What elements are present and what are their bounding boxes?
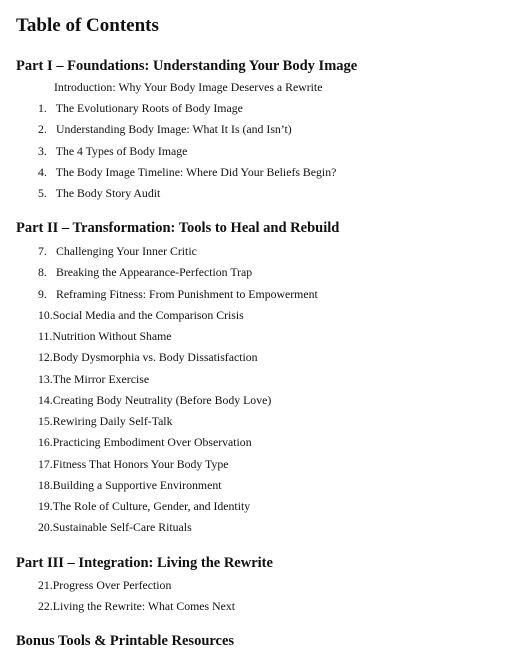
entry-title: Living the Rewrite: What Comes Next xyxy=(52,599,236,613)
entry-title: Understanding Body Image: What It Is (and Isn’t) xyxy=(55,122,292,136)
entry-title: The 4 Types of Body Image xyxy=(55,144,188,158)
toc-entry[interactable] xyxy=(38,456,228,473)
toc-entry[interactable] xyxy=(38,349,258,366)
toc-entry[interactable] xyxy=(38,519,192,536)
entry-title: Nutrition Without Shame xyxy=(52,329,172,343)
toc-entry[interactable] xyxy=(38,577,171,594)
entry-title: Body Dysmorphia vs. Body Dissatisfaction xyxy=(52,350,258,364)
toc-entry[interactable] xyxy=(38,498,250,515)
toc-entry[interactable] xyxy=(38,598,235,615)
toc-entry[interactable] xyxy=(38,477,222,494)
entry-title: The Role of Culture, Gender, and Identity xyxy=(52,499,251,513)
entry-title: The Body Image Timeline: Where Did Your Beliefs Begin? xyxy=(55,165,337,179)
entry-number: 7. xyxy=(38,244,47,258)
entry-title: Practicing Embodiment Over Observation xyxy=(52,435,252,449)
toc-entry[interactable] xyxy=(38,121,292,138)
toc-entry[interactable] xyxy=(38,100,243,117)
entry-number: 4. xyxy=(38,165,47,179)
entry-number: 19. xyxy=(38,499,53,513)
entry-title: The Mirror Exercise xyxy=(52,372,150,386)
toc-entry[interactable] xyxy=(38,434,252,451)
entry-title: Rewiring Daily Self-Talk xyxy=(52,414,173,428)
entry-number: 20. xyxy=(38,520,53,534)
toc-entry[interactable] xyxy=(38,328,172,345)
part-heading: Bonus Tools & Printable Resources xyxy=(16,633,235,649)
entry-number: 16. xyxy=(38,435,53,449)
toc-entry[interactable] xyxy=(38,413,173,430)
toc-entry[interactable] xyxy=(38,307,244,324)
entry-title: Fitness That Honors Your Body Type xyxy=(52,457,229,471)
entry-number: 13. xyxy=(38,372,53,386)
entry-title: Challenging Your Inner Critic xyxy=(55,244,197,258)
part-heading: Part II – Transformation: Tools to Heal and Rebuild xyxy=(16,220,340,236)
toc-entry[interactable] xyxy=(38,392,271,409)
entry-title: Creating Body Neutrality (Before Body Love) xyxy=(52,393,272,407)
entry-number: 10. xyxy=(38,308,53,322)
entry-number: 21. xyxy=(38,578,53,592)
entry-title: Introduction: Why Your Body Image Deserves a Rewrite xyxy=(54,80,323,94)
toc-entry-introduction[interactable] xyxy=(54,79,322,96)
entry-number: 17. xyxy=(38,457,53,471)
entry-title: The Evolutionary Roots of Body Image xyxy=(55,101,243,115)
page-title: Table of Contents xyxy=(16,15,159,36)
entry-title: Breaking the Appearance-Perfection Trap xyxy=(55,265,253,279)
entry-number: 22. xyxy=(38,599,53,613)
toc-entry[interactable] xyxy=(38,143,187,160)
entry-title: Sustainable Self-Care Rituals xyxy=(52,520,192,534)
toc-entry[interactable] xyxy=(38,164,336,181)
toc-entry[interactable] xyxy=(38,185,160,202)
entry-title: Progress Over Perfection xyxy=(52,578,172,592)
toc-entry[interactable] xyxy=(38,264,252,281)
entry-title: Reframing Fitness: From Punishment to Empowerment xyxy=(55,287,318,301)
entry-number: 5. xyxy=(38,186,47,200)
part-heading: Part I – Foundations: Understanding Your Body Image xyxy=(16,58,358,74)
entry-number: 2. xyxy=(38,122,47,136)
toc-entry[interactable] xyxy=(38,243,197,260)
entry-title: The Body Story Audit xyxy=(55,186,161,200)
entry-number: 18. xyxy=(38,478,53,492)
entry-number: 8. xyxy=(38,265,47,279)
toc-entry[interactable] xyxy=(38,286,318,303)
entry-number: 11. xyxy=(38,329,53,343)
entry-title: Building a Supportive Environment xyxy=(52,478,222,492)
entry-title: Social Media and the Comparison Crisis xyxy=(52,308,244,322)
entry-number: 15. xyxy=(38,414,53,428)
part-heading: Part III – Integration: Living the Rewrite xyxy=(16,555,273,571)
entry-number: 9. xyxy=(38,287,47,301)
entry-number: 3. xyxy=(38,144,47,158)
entry-number: 12. xyxy=(38,350,53,364)
entry-number: 14. xyxy=(38,393,53,407)
toc-entry[interactable] xyxy=(38,371,149,388)
entry-number: 1. xyxy=(38,101,47,115)
